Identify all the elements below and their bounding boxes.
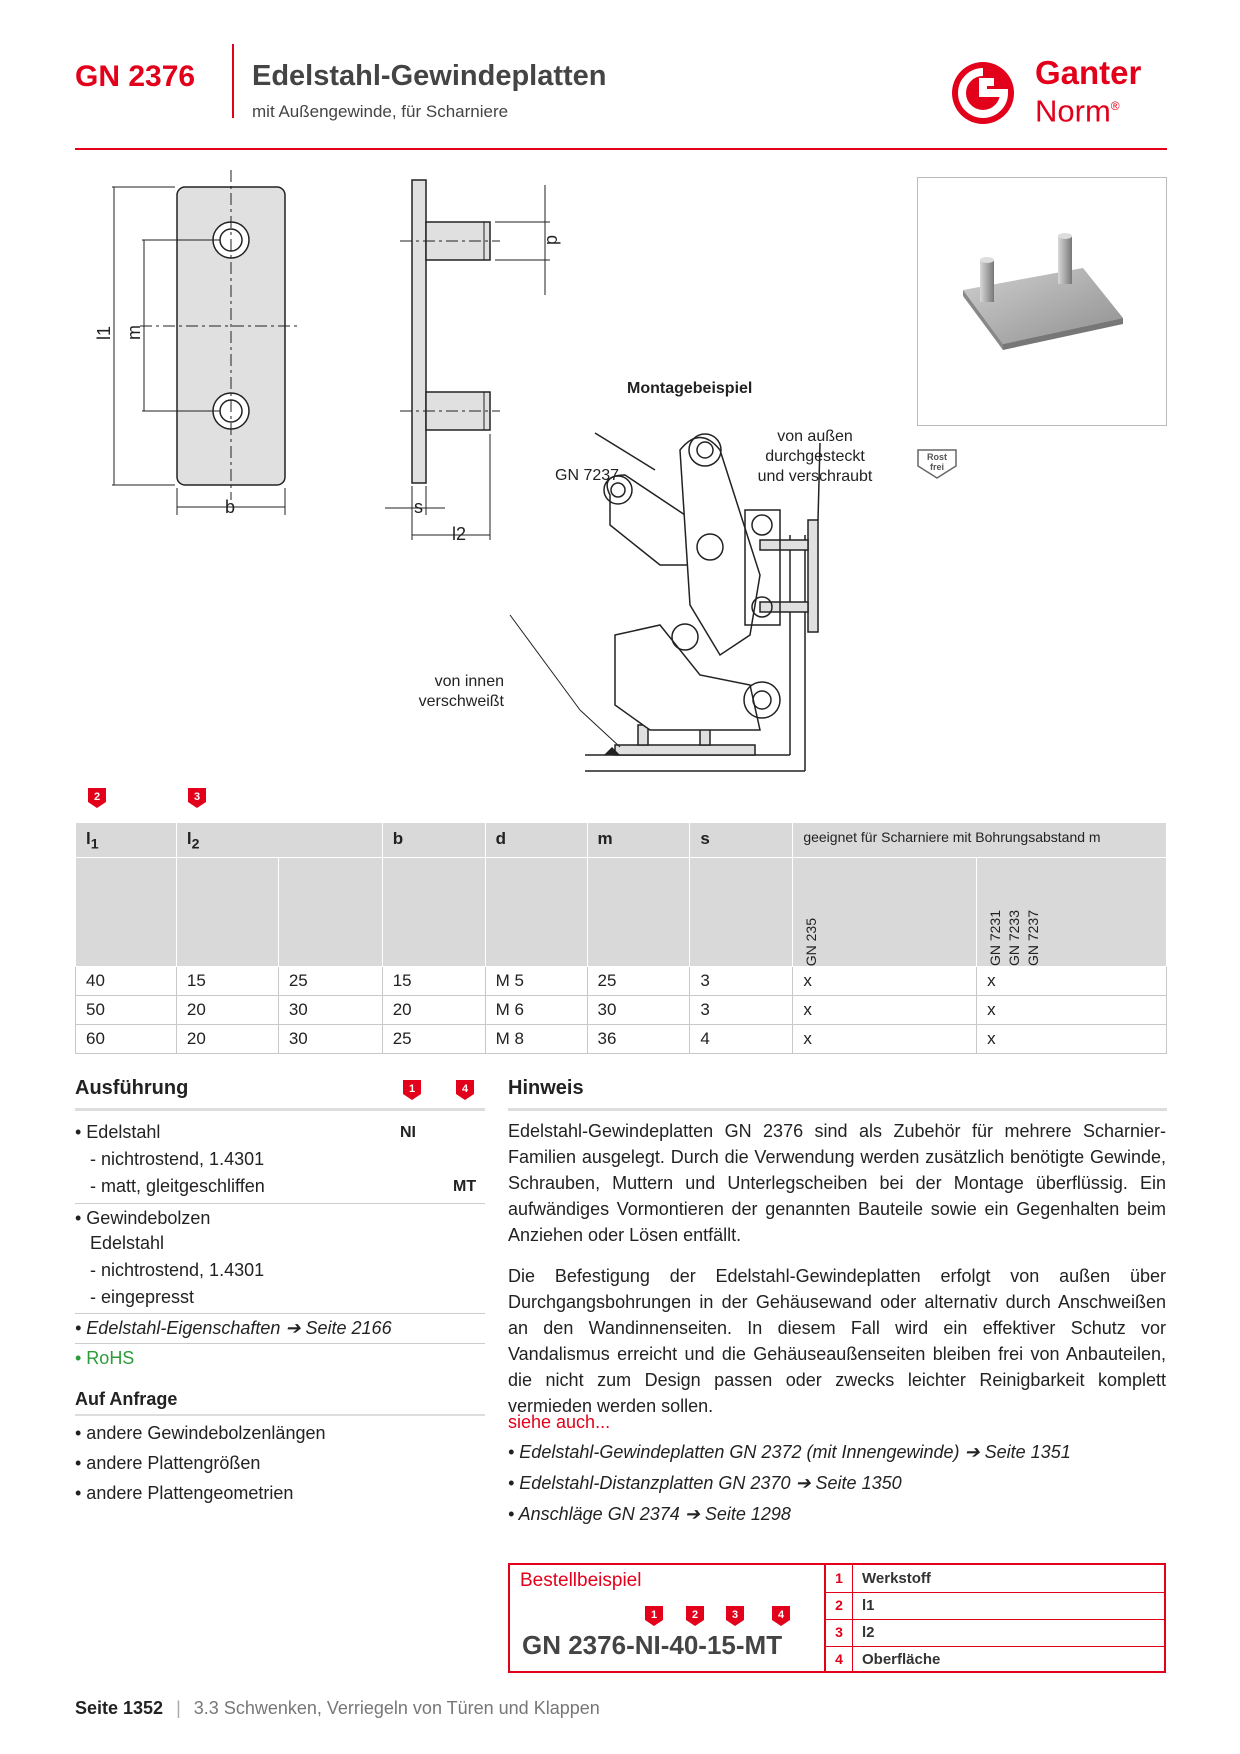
dimension-table: [75, 822, 1167, 1054]
col-m: m: [587, 823, 690, 858]
table-row: 40 15 25 15 M 5 25 3 x x: [76, 967, 1167, 996]
montage-title: Montagebeispiel: [627, 380, 753, 397]
list-item: • andere Gewindebolzenlängen: [75, 1423, 326, 1443]
col-d: d: [485, 823, 587, 858]
code-mt: MT: [453, 1178, 477, 1195]
brand-name: Ganter: [1035, 54, 1142, 91]
label-gn7237: GN 7237: [555, 467, 620, 484]
col-gn7231-7233-7237: GN 7231 GN 7233 GN 7237: [977, 858, 1167, 967]
page-number: Seite 1352: [75, 1698, 164, 1718]
rust-free-badge: [916, 446, 958, 480]
list-item: • Gewindebolzen: [75, 1208, 211, 1228]
anfrage-rule: [75, 1414, 485, 1416]
col-b: b: [382, 823, 485, 858]
table-row: 60 20 30 25 M 8 36 4 x x: [76, 1025, 1167, 1054]
header-rule: [75, 148, 1167, 150]
section-title: 3.3 Schwenken, Verriegeln von Türen und Klappen: [193, 1698, 600, 1718]
see-also-link[interactable]: • Edelstahl-Distanzplatten GN 2370 ➔ Seite 1350: [508, 1473, 902, 1493]
see-also-link[interactable]: • Edelstahl-Gewindeplatten GN 2372 (mit Innengewinde) ➔ Seite 1351: [508, 1442, 1071, 1462]
list-item: - nichtrostend, 1.4301: [90, 1260, 265, 1280]
col-gn235: GN 235: [793, 858, 977, 967]
badge-4: 4: [456, 1080, 474, 1100]
dim-s-label: s: [414, 497, 423, 517]
hinweis-rule: [508, 1108, 1167, 1111]
col-l1: $l_1$: [76, 823, 177, 858]
plate-photo-icon: [918, 178, 1166, 425]
order-legend-row: 4 Oberfläche: [826, 1646, 1164, 1673]
col-suitable: geeignet für Scharniere mit Bohrungsabstand m: [793, 823, 1167, 858]
list-item: • andere Plattengeometrien: [75, 1483, 294, 1503]
dim-m-label: m: [124, 325, 144, 340]
product-code: GN 2376: [75, 60, 196, 93]
ganter-logo-icon: [950, 60, 1016, 126]
order-legend-row: 2 l1: [826, 1592, 1164, 1620]
order-badge-4: 4: [772, 1606, 790, 1626]
label-outside: von außen durchgesteckt und verschraubt: [757, 428, 873, 485]
label-inside: von innen verschweißt: [418, 673, 504, 710]
see-also-label: siehe auch...: [508, 1412, 611, 1432]
product-photo: [917, 177, 1167, 426]
dim-b-label: b: [225, 497, 236, 517]
rohs-label: • RoHS: [75, 1348, 135, 1368]
divider: [75, 1203, 485, 1204]
see-also-link[interactable]: • Anschläge GN 2374 ➔ Seite 1298: [508, 1504, 791, 1524]
ausfuehrung-rule: [75, 1108, 485, 1111]
list-item: • andere Plattengrößen: [75, 1453, 261, 1473]
code-ni: NI: [400, 1124, 416, 1141]
divider: [75, 1343, 485, 1344]
order-legend-row: 1 Werkstoff: [826, 1565, 1164, 1593]
list-item: - matt, gleitgeschliffen: [90, 1176, 265, 1196]
list-item: Edelstahl: [90, 1233, 165, 1253]
list-item: • Edelstahl: [75, 1122, 161, 1142]
dim-d-label: d: [543, 235, 563, 246]
frei-label: frei: [929, 462, 944, 472]
rost-label: Rost: [927, 452, 947, 462]
hinweis-paragraph-1: Edelstahl-Gewindeplatten GN 2376 sind als Zubehör für mehrere Scharnier-Familien ausgelegt. Durch die Verwendung werden zusätzlich benötigte Gewinde, Schrauben, Muttern und Unterlegscheiben bei der Montage überflüssig. Ein aufwändiges Vormontieren der genannten Bauteile sowie ein Gegenhalten beim Anziehen oder Lösen entfällt.: [508, 1121, 1166, 1245]
badge-3: 3: [188, 788, 206, 808]
order-code: GN 2376-NI-40-15-MT: [522, 1630, 783, 1660]
col-s: s: [690, 823, 793, 858]
order-badge-3: 3: [726, 1606, 744, 1626]
anfrage-title: Auf Anfrage: [75, 1389, 178, 1409]
divider: [75, 1313, 485, 1314]
page-title: Edelstahl-Gewindeplatten: [252, 60, 607, 92]
brand-norm: Norm®: [1035, 93, 1120, 129]
order-badge-1: 1: [645, 1606, 663, 1626]
header-divider: [232, 44, 234, 118]
table-row: 50 20 30 20 M 6 30 3 x x: [76, 996, 1167, 1025]
footer: Seite 1352 | 3.3 Schwenken, Verriegeln von Türen und Klappen: [75, 1698, 600, 1718]
badge-2: 2: [88, 788, 106, 808]
list-item: - eingepresst: [90, 1287, 195, 1307]
ausfuehrung-title: Ausführung: [75, 1077, 189, 1099]
hinweis-paragraph-2: Die Befestigung der Edelstahl-Gewindeplatten erfolgt von außen über Durchgangsbohrungen in der Gehäusewand oder alternativ durch Anschweißen an den Wandinnenseiten. In diesem Fall wird ein effektiver Schutz vor Vandalismus erreicht und die Gehäuseaußenseiten bleiben frei von Anbauteilen, die nicht zum Design passen oder zwecks leichter Reinigbarkeit komplett vermieden werden sollen.: [508, 1266, 1166, 1416]
list-item: - nichtrostend, 1.4301: [90, 1149, 265, 1169]
properties-link[interactable]: • Edelstahl-Eigenschaften ➔ Seite 2166: [75, 1318, 392, 1338]
order-example-label: Bestellbeispiel: [520, 1570, 642, 1591]
dim-l1-label: l1: [94, 325, 114, 340]
page-subtitle: mit Außengewinde, für Scharniere: [252, 102, 509, 121]
order-legend-row: 3 l2: [826, 1619, 1164, 1647]
badge-1: 1: [403, 1080, 421, 1100]
hinweis-title: Hinweis: [508, 1077, 584, 1099]
dim-l2-label: l2: [452, 524, 467, 544]
order-badge-2: 2: [686, 1606, 704, 1626]
col-l2: $l_2$: [176, 823, 382, 858]
